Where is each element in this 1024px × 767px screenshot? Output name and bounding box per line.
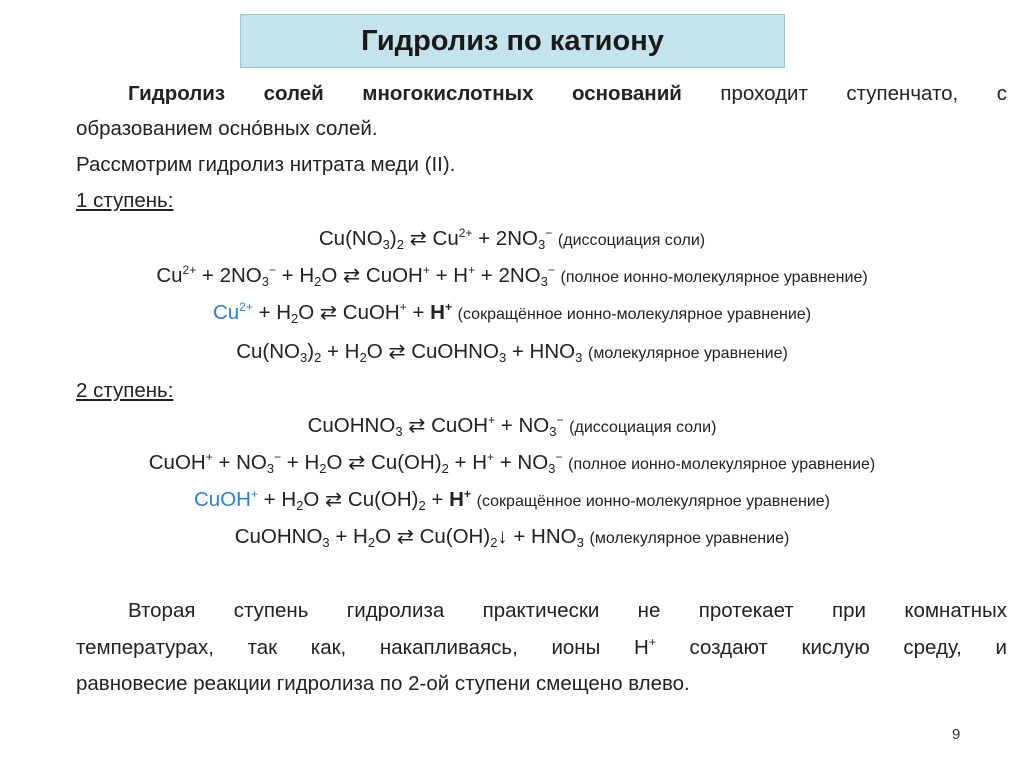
conclusion-line-2: температурах, так как, накапливаясь, ионы Н+ создают кислую среду, и (76, 635, 1007, 659)
step2-eq-molecular: CuOHNO$_3$ + $H_2O$ ⇄ $Cu(OH)_2↓ + HNO_3$ (молекулярное уравнение) (234, 525, 790, 550)
step1-eq-full-ionic: $Cu^{2+} + 2NO_3^- + H_2O$ ⇄ CuOH+ + $H^+ + 2NO_3^-$ (полное ионно-молекулярное уравнение) (156, 263, 868, 289)
eq-note: (диссоциация соли) (569, 419, 717, 436)
eq-note: (диссоциация соли) (557, 232, 706, 249)
step1-eq-dissociation: $Cu(NO_3)_2$ ⇄ $Cu^{2+} + 2NO_3^-$ (диссоциация соли) (318, 226, 706, 252)
conclusion-line-1: Вторая ступень гидролиза практически не протекает при комнатных (128, 599, 1007, 622)
intro-bold: Гидролиз солей многокислотных оснований (128, 82, 682, 105)
step2-eq-short-ionic: CuOH+ + $H_2O$ ⇄ $Cu(OH)_2 + H^+$ (сокращённое ионно-молекулярное уравнение) (193, 487, 830, 513)
intro-rest: проходит ступенчато, с (681, 82, 1007, 105)
intro-line-1 (76, 80, 1007, 108)
step1-eq-molecular: $Cu(NO_3)_2 + H_2O$ ⇄ CuOHNO$_3$ + $HNO_3$ (молекулярное уравнение) (236, 340, 788, 365)
step2-eq-dissociation: CuOHNO$_3$ ⇄ CuOH+ + $NO_3^-$ (диссоциация соли) (307, 413, 717, 439)
title-banner (240, 14, 785, 68)
intro-line-2: образованием осно́вных солей. (76, 117, 378, 140)
step1-eq-short-ionic: $Cu^{2+} + H_2O$ ⇄ CuOH+ + H+ (сокращённое ионно-молекулярное уравнение) (212, 300, 812, 326)
eq-note: (сокращённое ионно-молекулярное уравнение) (457, 306, 812, 323)
eq-note: (полное ионно-молекулярное уравнение) (568, 456, 876, 473)
step1-label: 1 ступень: (76, 189, 174, 212)
intro-line-3: Рассмотрим гидролиз нитрата меди (II). (76, 153, 456, 176)
page-title: Гидролиз по катиону (361, 24, 664, 57)
eq-note: (полное ионно-молекулярное уравнение) (560, 269, 868, 286)
eq-note: (молекулярное уравнение) (589, 530, 790, 547)
step2-eq-full-ionic: CuOH+ + $NO_3^- + H_2O$ ⇄ $Cu(OH)_2 + H^+ + NO_3^-$ (полное ионно-молекулярное уравнение) (148, 450, 876, 476)
page-number: 9 (952, 726, 961, 743)
conclusion-line-3: равновесие реакции гидролиза по 2-ой ступени смещено влево. (76, 672, 690, 695)
step2-label: 2 ступень: (76, 379, 174, 402)
eq-note: (сокращённое ионно-молекулярное уравнение) (476, 493, 830, 510)
eq-note: (молекулярное уравнение) (588, 345, 788, 362)
